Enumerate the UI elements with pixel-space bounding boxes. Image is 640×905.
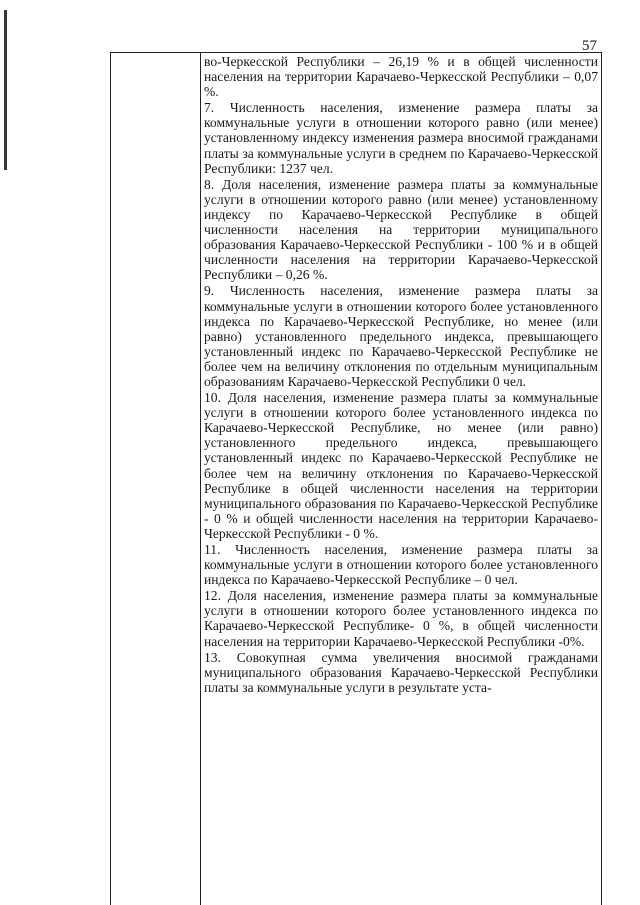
paragraph-item-8: 8. Доля населения, изменение размера платы за коммунальные услуги в отношении которого равно (или менее) установленному индексу по Карачаево-Черкесской Республике в общей численности населения на территории муниципального образования Карачаево-Черкесской Республики - 100 % и в общей численности населения на территории Карачаево-Черкесской Республики – 0,26 %. — [204, 176, 598, 283]
paragraph-item-7: 7. Численность населения, изменение размера платы за коммунальные услуги в отношении которого равно (или менее) установленному индексу изменения размера вносимой гражданами платы за коммунальные услуги в среднем по Карачаево-Черкесской Республики: 1237 чел. — [204, 100, 598, 176]
paragraph-continuation: во-Черкесской Республики – 26,19 % и в общей численности населения на территории Карачаево-Черкесской Республики – 0,07 %. — [204, 54, 598, 100]
scan-edge-mark — [4, 10, 7, 170]
table-text-cell — [204, 54, 598, 696]
table-column-divider — [200, 52, 201, 905]
page-number: 57 — [582, 38, 597, 54]
paragraph-item-12: 12. Доля населения, изменение размера платы за коммунальные услуги в отношении которого более установленного индекса по Карачаево-Черкесской Республике- 0 %, в общей численности населения на территории Карачаево-Черкесской Республики -0%. — [204, 588, 598, 649]
paragraph-item-10: 10. Доля населения, изменение размера платы за коммунальные услуги в отношении которого более установленного индекса по Карачаево-Черкесской Республике, но менее (или равно) установленного предельного индекса, превышающего установленный индекс по Карачаево-Черкесской Республике не более чем на величину отклонения по Карачаево-Черкесской Республике в общей численности населения на территории муниципального образования по Карачаево-Черкесской Республике - 0 % и общей численности населения на территории Карачаево-Черкесской Республики - 0 %. — [204, 390, 598, 541]
paragraph-item-11: 11. Численность населения, изменение размера платы за коммунальные услуги в отношении которого более установленного индекса по Карачаево-Черкесской Республике – 0 чел. — [204, 542, 598, 588]
paragraph-item-9: 9. Численность населения, изменение размера платы за коммунальные услуги в отношении которого более установленного индекса по Карачаево-Черкесской Республике, но менее (или равно) установленного предельного индекса, превышающего установленный индекс по Карачаево-Черкесской Республике не более чем на величину отклонения по отдельным муниципальным образованиям Карачаево-Черкесской Республики 0 чел. — [204, 283, 598, 389]
paragraph-item-13: 13. Совокупная сумма увеличения вносимой гражданами муниципального образования Карачаево-Черкесской Республики платы за коммунальные услуги в результате уста- — [204, 649, 598, 695]
